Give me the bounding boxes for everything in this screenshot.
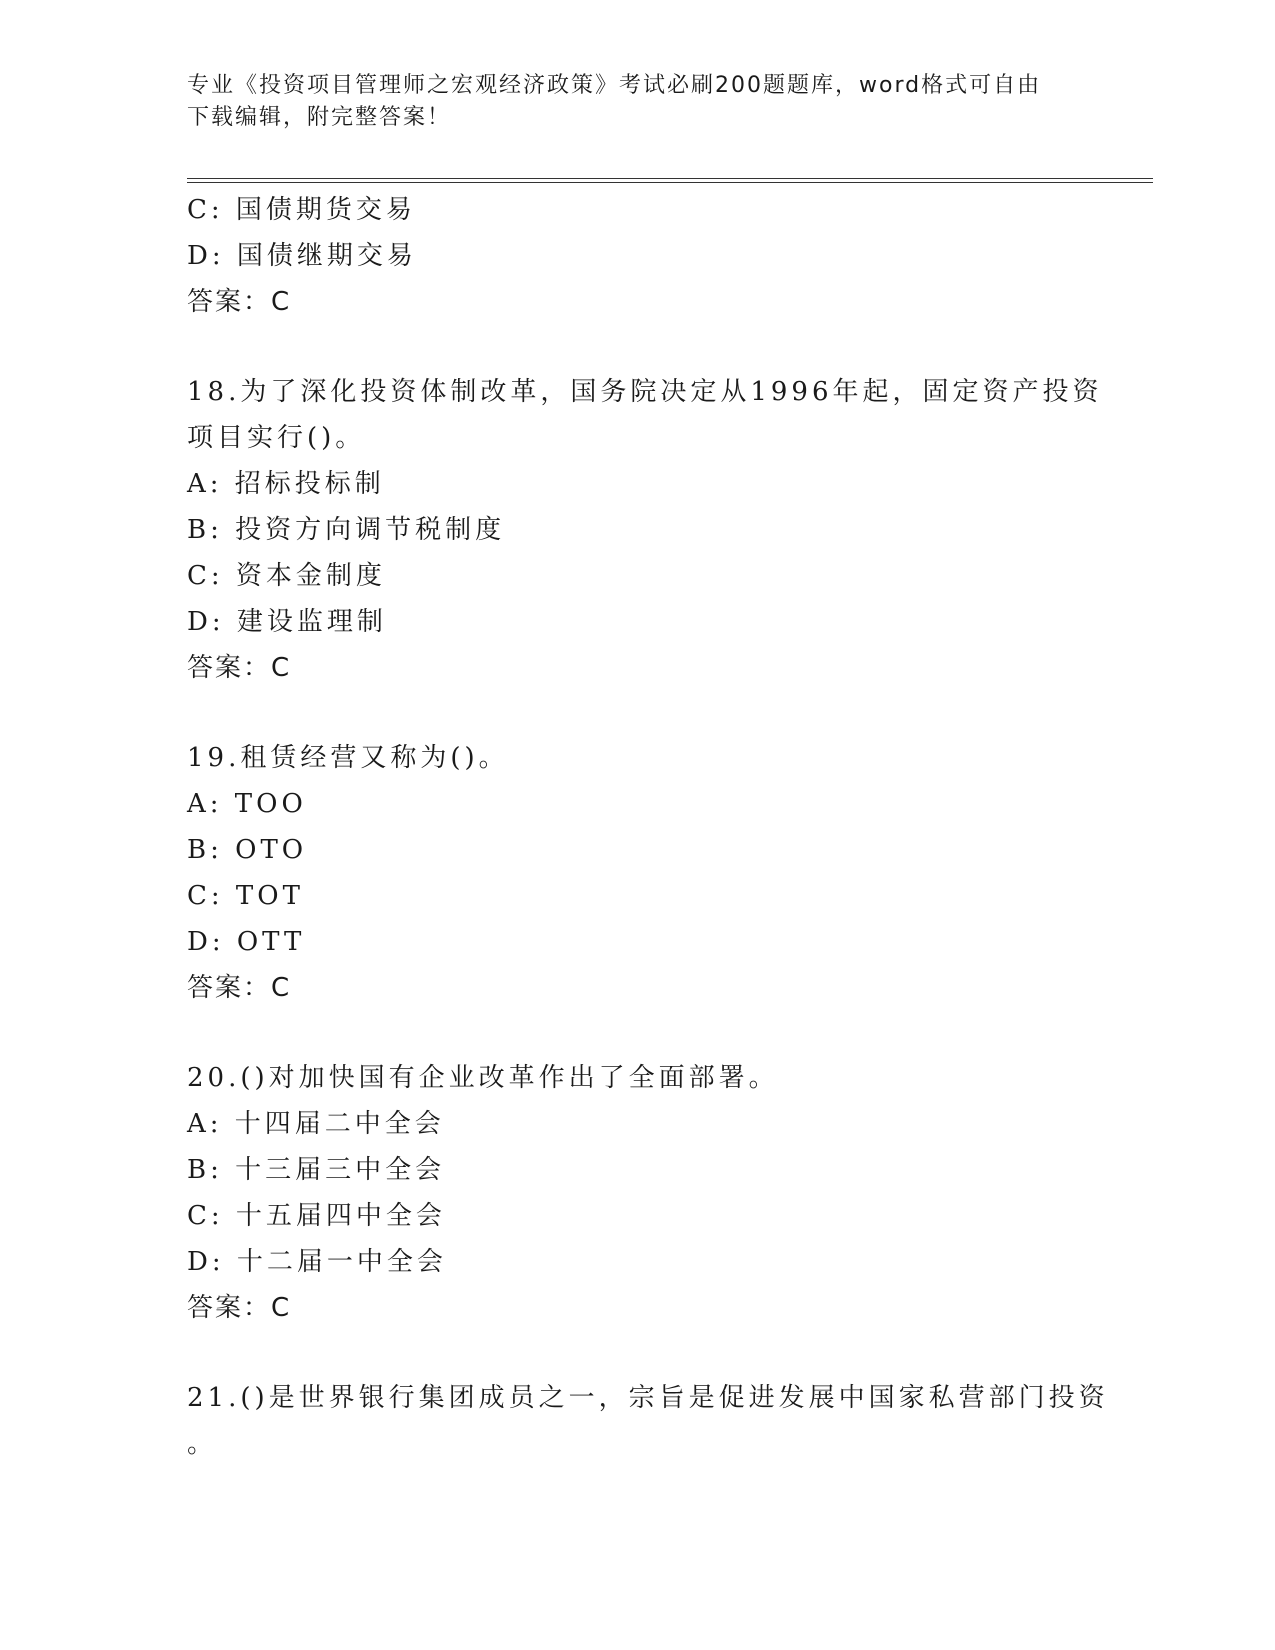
q21-stem-line-1: 21.()是世界银行集团成员之一，宗旨是促进发展中国家私营部门投资 (187, 1383, 1109, 1413)
q17-answer: 答案：C (187, 287, 292, 317)
q18-stem-line-2: 项目实行()。 (187, 423, 366, 453)
q18-stem-line-1: 18.为了深化投资体制改革，国务院决定从1996年起，固定资产投资 (187, 377, 1103, 407)
q20-option-b: B: 十三届三中全会 (187, 1155, 446, 1185)
document-header (187, 70, 1067, 134)
q18-option-d: D: 建设监理制 (187, 607, 387, 637)
q17-option-c: C: 国债期货交易 (187, 195, 416, 225)
q20-option-d: D: 十二届一中全会 (187, 1247, 447, 1277)
header-divider-top (187, 178, 1153, 179)
header-line-2: 下载编辑，附完整答案！ (187, 105, 452, 130)
q20-answer: 答案：C (187, 1293, 292, 1323)
q21-stem-line-2: 。 (187, 1429, 218, 1459)
q19-option-b: B: OTO (187, 835, 308, 865)
q17-option-d: D: 国债继期交易 (187, 241, 417, 271)
q19-option-d: D: OTT (187, 927, 306, 957)
q19-stem: 19.租赁经营又称为()。 (187, 743, 509, 773)
q18-answer: 答案：C (187, 653, 292, 683)
q20-option-c: C: 十五届四中全会 (187, 1201, 446, 1231)
header-line-1: 专业《投资项目管理师之宏观经济政策》考试必刷200题题库，word格式可自由 (187, 73, 1042, 98)
q19-option-a: A: TOO (187, 789, 307, 819)
q18-option-b: B: 投资方向调节税制度 (187, 515, 506, 545)
q18-option-a: A: 招标投标制 (187, 469, 385, 499)
header-divider-bottom (187, 182, 1153, 183)
q18-option-c: C: 资本金制度 (187, 561, 386, 591)
q19-option-c: C: TOT (187, 881, 304, 911)
q20-option-a: A: 十四届二中全会 (187, 1109, 445, 1139)
q19-answer: 答案：C (187, 973, 292, 1003)
q20-stem: 20.()对加快国有企业改革作出了全面部署。 (187, 1063, 779, 1093)
